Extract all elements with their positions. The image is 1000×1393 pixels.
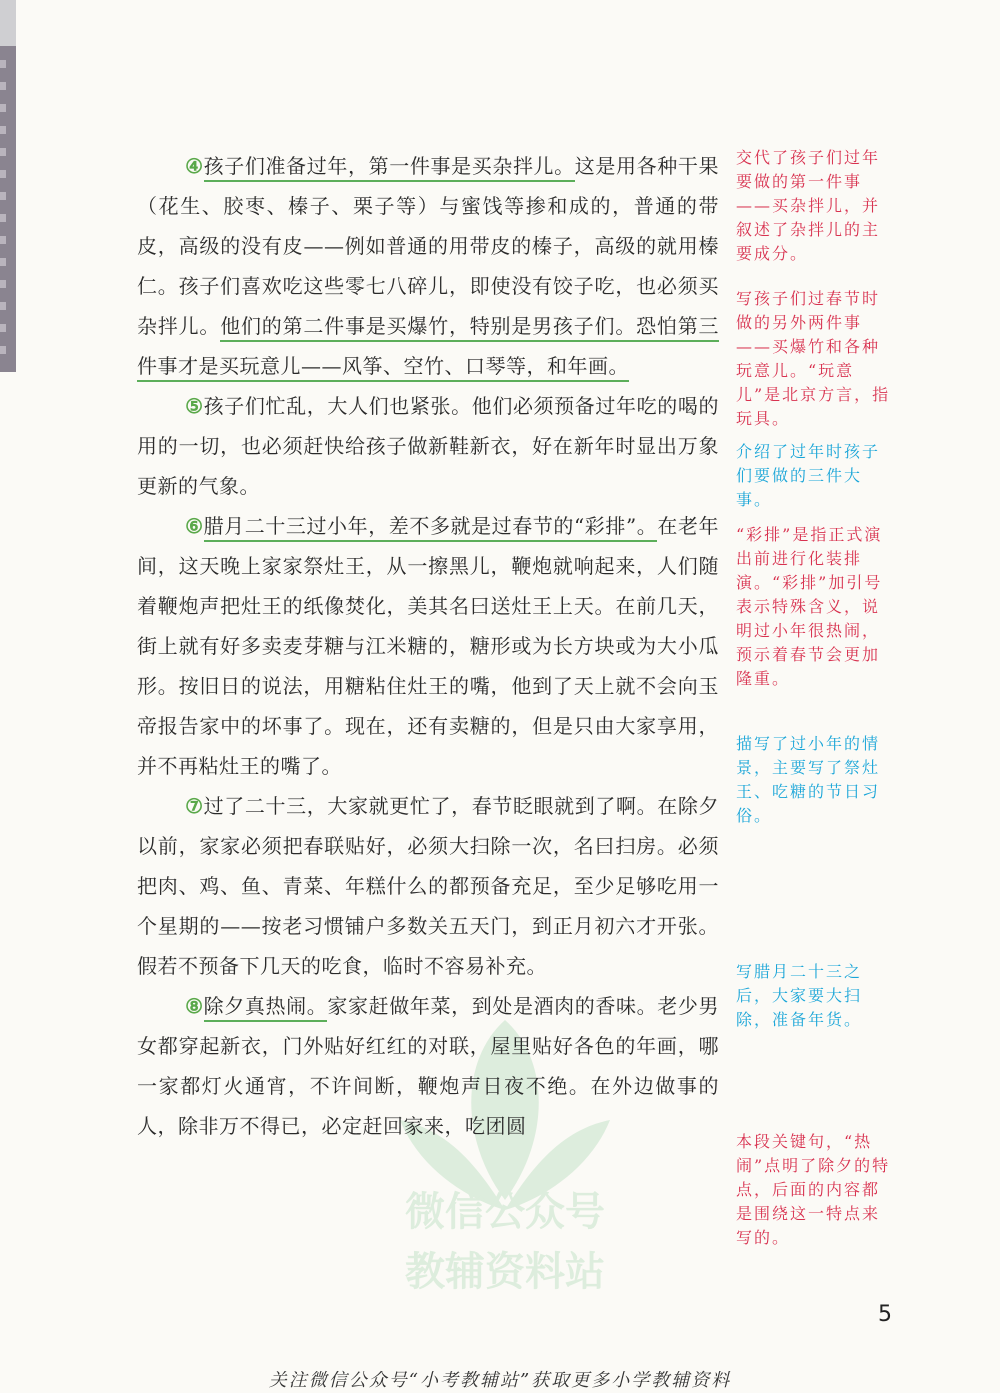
edge-notch xyxy=(0,104,6,112)
paragraph-6 xyxy=(137,506,719,786)
paragraph-number: ⑤ xyxy=(185,394,204,418)
main-text xyxy=(137,146,719,1146)
margin-note: 本段关键句，“热闹”点明了除夕的特点，后面的内容都是围绕这一特点来写的。 xyxy=(736,1132,891,1247)
paragraph-number: ④ xyxy=(185,154,204,178)
watermark-line2: 教辅资料站 xyxy=(405,1249,605,1295)
margin-note: 写孩子们过春节时做的另外两件事——买爆竹和各种玩意儿。“玩意儿”是北京方言，指玩具。 xyxy=(736,289,891,428)
edge-notch xyxy=(0,126,6,134)
edge-notch xyxy=(0,302,6,310)
paragraph-8 xyxy=(137,986,719,1146)
body-text: 孩子们忙乱，大人们也紧张。他们必须预备过年吃的喝的用的一切，也必须赶快给孩子做新鞋新衣，好在新年时显出万象更新的气象。 xyxy=(137,394,719,498)
paragraph-number: ⑧ xyxy=(185,994,204,1018)
edge-notch xyxy=(0,236,6,244)
edge-notch xyxy=(0,214,6,222)
highlighted-sentence: 腊月二十三过小年，差不多就是过春节的“彩排”。 xyxy=(204,514,658,542)
paragraph-5 xyxy=(137,386,719,506)
edge-notch xyxy=(0,192,6,200)
edge-notch xyxy=(0,346,6,354)
margin-note: 介绍了过年时孩子们要做的三件大事。 xyxy=(736,442,881,509)
paragraph-number: ⑥ xyxy=(185,514,204,538)
edge-notch xyxy=(0,170,6,178)
paragraph-7 xyxy=(137,786,719,986)
paragraph-4 xyxy=(137,146,719,386)
page-edge-strip xyxy=(0,0,16,372)
edge-notch xyxy=(0,280,6,288)
body-text: 家家赶做年菜，到处是酒肉的香味。老少男女都穿起新衣，门外贴好红红的对联，屋里贴好各色的年画，哪一家都灯火通宵，不许间断，鞭炮声日夜不绝。在外边做事的人，除非万不得已，必定赶回家来，吃团圆 xyxy=(137,994,720,1138)
margin-note: 交代了孩子们过年要做的第一件事——买杂拌儿，并叙述了杂拌儿的主要成分。 xyxy=(736,148,881,263)
highlighted-sentence: 孩子们准备过年，第一件事是买杂拌儿。 xyxy=(204,154,575,182)
margin-note: 写腊月二十三之后，大家要大扫除，准备年货。 xyxy=(736,962,863,1029)
margin-note: “彩排”是指正式演出前进行化装排演。“彩排”加引号表示特殊含义，说明过小年很热闹，预示着春节会更加隆重。 xyxy=(736,525,883,688)
page-edge-top xyxy=(0,0,16,46)
watermark-line1: 微信公众号 xyxy=(405,1189,605,1235)
edge-notch xyxy=(0,324,6,332)
edge-notch xyxy=(0,148,6,156)
footer-text: 关注微信公众号“小考教辅站”获取更多小学教辅资料 xyxy=(268,1370,732,1391)
paragraph-number: ⑦ xyxy=(185,794,204,818)
edge-notch xyxy=(0,82,6,90)
edge-notch xyxy=(0,60,6,68)
page-number: 5 xyxy=(878,1302,892,1327)
body-text: 在老年间，这天晚上家家祭灶王，从一擦黑儿，鞭炮就响起来，人们随着鞭炮声把灶王的纸像焚化，美其名曰送灶王上天。在前几天，街上就有好多卖麦芽糖与江米糖的，糖形或为长方块或为大小瓜形。按旧日的说法，用糖粘住灶王的嘴，他到了天上就不会向玉帝报告家中的坏事了。现在，还有卖糖的，但是只由大家享用，并不再粘灶王的嘴了。 xyxy=(137,514,719,778)
body-text: 过了二十三，大家就更忙了，春节眨眼就到了啊。在除夕以前，家家必须把春联贴好，必须大扫除一次，名曰扫房。必须把肉、鸡、鱼、青菜、年糕什么的都预备充足，至少足够吃用一个星期的——按老习惯铺户多数关五天门，到正月初六才开张。假若不预备下几天的吃食，临时不容易补充。 xyxy=(137,794,719,978)
body-text: 这是用各种干果（花生、胶枣、榛子、栗子等）与蜜饯等掺和成的，普通的带皮，高级的没有皮——例如普通的用带皮的榛子，高级的就用榛仁。孩子们喜欢吃这些零七八碎儿，即使没有饺子吃，也必须买杂拌儿。 xyxy=(137,154,720,338)
edge-notch xyxy=(0,258,6,266)
highlighted-sentence: 除夕真热闹。 xyxy=(204,994,328,1022)
highlighted-sentence: 他们的第二件事是买爆竹，特别是男孩子们。恐怕第三件事才是买玩意儿——风筝、空竹、口琴等，和年画。 xyxy=(137,314,719,382)
margin-note: 描写了过小年的情景，主要写了祭灶王、吃糖的节日习俗。 xyxy=(736,734,881,825)
